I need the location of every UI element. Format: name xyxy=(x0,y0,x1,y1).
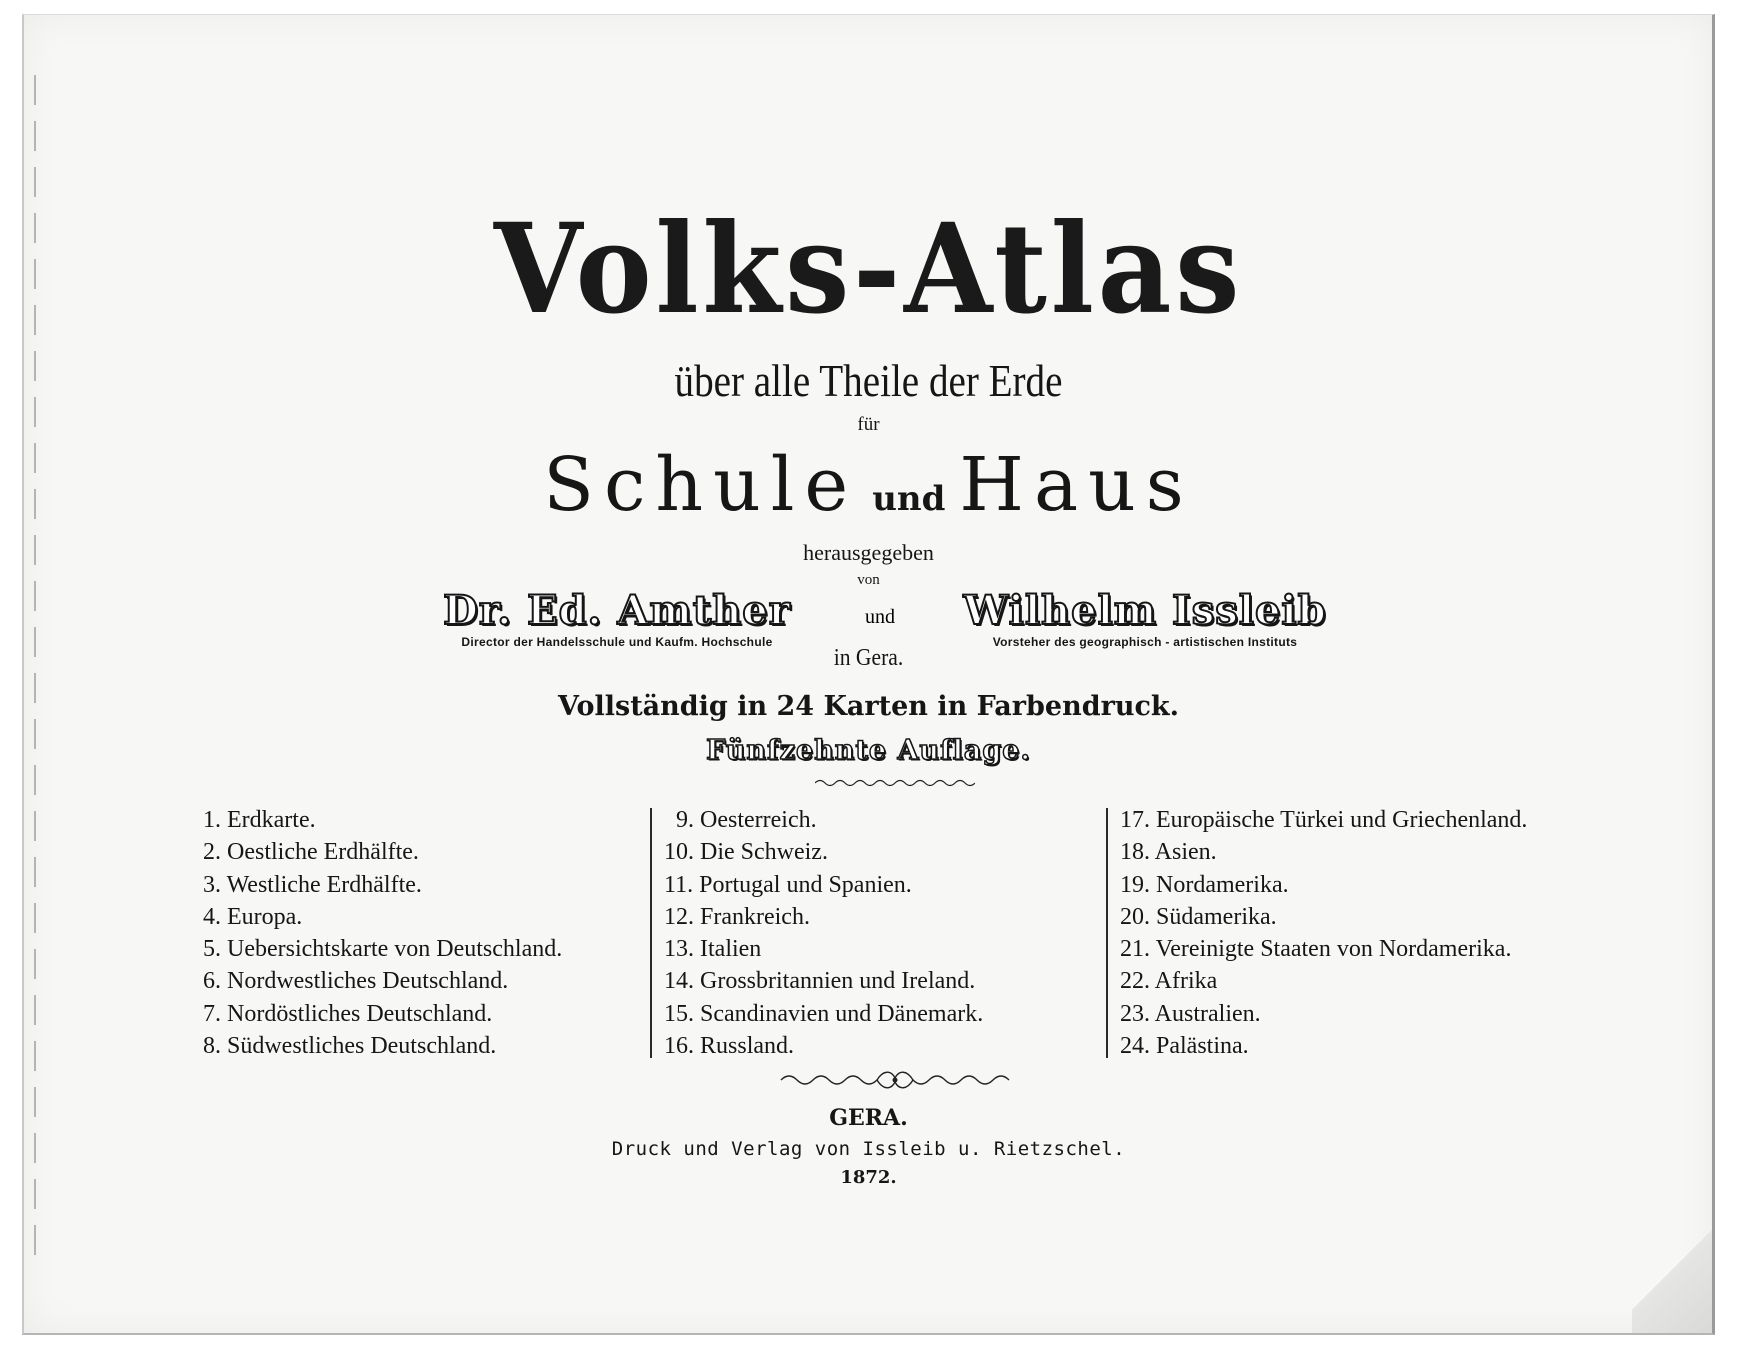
atlas-title: Volks-Atlas xyxy=(493,197,1244,342)
list-item: 12. Frankreich. xyxy=(664,903,810,930)
column-divider xyxy=(1106,808,1108,1058)
map-list-column-2 xyxy=(664,804,1044,1062)
haus-word: Haus xyxy=(959,442,1194,528)
list-item: 2. Oestliche Erdhälfte. xyxy=(203,839,419,866)
author-left-role: Director der Handelsschule und Kaufm. Hochschule xyxy=(461,635,773,649)
in-gera-label: in Gera. xyxy=(833,645,904,671)
list-item: 18. Asien. xyxy=(1120,839,1217,866)
author-right xyxy=(950,588,1340,650)
column-divider xyxy=(650,808,652,1058)
list-item: 3. Westliche Erdhälfte. xyxy=(203,871,422,898)
list-item: 6. Nordwestliches Deutschland. xyxy=(203,968,509,995)
list-item: 19. Nordamerika. xyxy=(1120,871,1289,898)
list-item: 21. Vereinigte Staaten von Nordamerika. xyxy=(1120,936,1512,963)
imprint-publisher: Druck und Verlag von Issleib u. Rietzschel. xyxy=(611,1138,1126,1160)
map-list-column-1 xyxy=(203,804,623,1062)
list-item: 4. Europa. xyxy=(203,903,303,930)
fuer-label: für xyxy=(857,414,880,435)
list-item: 24. Palästina. xyxy=(1120,1033,1249,1060)
author-right-role: Vorsteher des geographisch - artistischen Instituts xyxy=(992,635,1298,649)
authors-und: und xyxy=(865,606,895,628)
list-item: 11. Portugal und Spanien. xyxy=(664,871,912,898)
list-item: 23. Australien. xyxy=(1120,1000,1261,1027)
schule-und-haus xyxy=(0,440,1737,544)
von-label: von xyxy=(857,572,880,588)
map-list-column-3 xyxy=(1120,804,1560,1062)
binding-marks xyxy=(34,75,36,1255)
list-item: 13. Italien xyxy=(664,936,762,963)
edition-label: Fünfzehnte Auflage. xyxy=(706,735,1031,766)
schule-word: Schule xyxy=(543,442,859,528)
imprint-year: 1872. xyxy=(840,1167,897,1188)
list-item: 20. Südamerika. xyxy=(1120,903,1277,930)
und-small-word: und xyxy=(872,479,946,519)
list-item: 8. Südwestliches Deutschland. xyxy=(203,1033,497,1060)
author-right-name: Wilhelm Issleib xyxy=(963,587,1327,634)
squiggle-ornament xyxy=(815,778,975,788)
decorative-flourish xyxy=(775,1068,1015,1092)
list-item: 7. Nordöstliches Deutschland. xyxy=(203,1000,493,1027)
list-item: 14. Grossbritannien und Ireland. xyxy=(664,968,976,995)
list-item: 5. Uebersichtskarte von Deutschland. xyxy=(203,936,563,963)
herausgegeben-label: herausgegeben xyxy=(803,540,934,565)
corner-fold xyxy=(1632,1183,1712,1333)
author-left xyxy=(412,588,822,650)
imprint-place: GERA. xyxy=(829,1105,908,1131)
completeness-note: Vollständig in 24 Karten in Farbendruck. xyxy=(558,691,1179,722)
list-item: 17. Europäische Türkei und Griechenland. xyxy=(1120,807,1528,833)
author-left-name: Dr. Ed. Amther xyxy=(443,587,791,634)
list-item: 16. Russland. xyxy=(664,1033,795,1060)
list-item: 22. Afrika xyxy=(1120,968,1218,995)
list-item: 10. Die Schweiz. xyxy=(664,839,828,866)
atlas-subtitle: über alle Theile der Erde xyxy=(674,355,1063,406)
list-item: 1. Erdkarte. xyxy=(203,807,316,833)
list-item: 9. Oesterreich. xyxy=(676,807,817,833)
list-item: 15. Scandinavien und Dänemark. xyxy=(664,1000,984,1027)
